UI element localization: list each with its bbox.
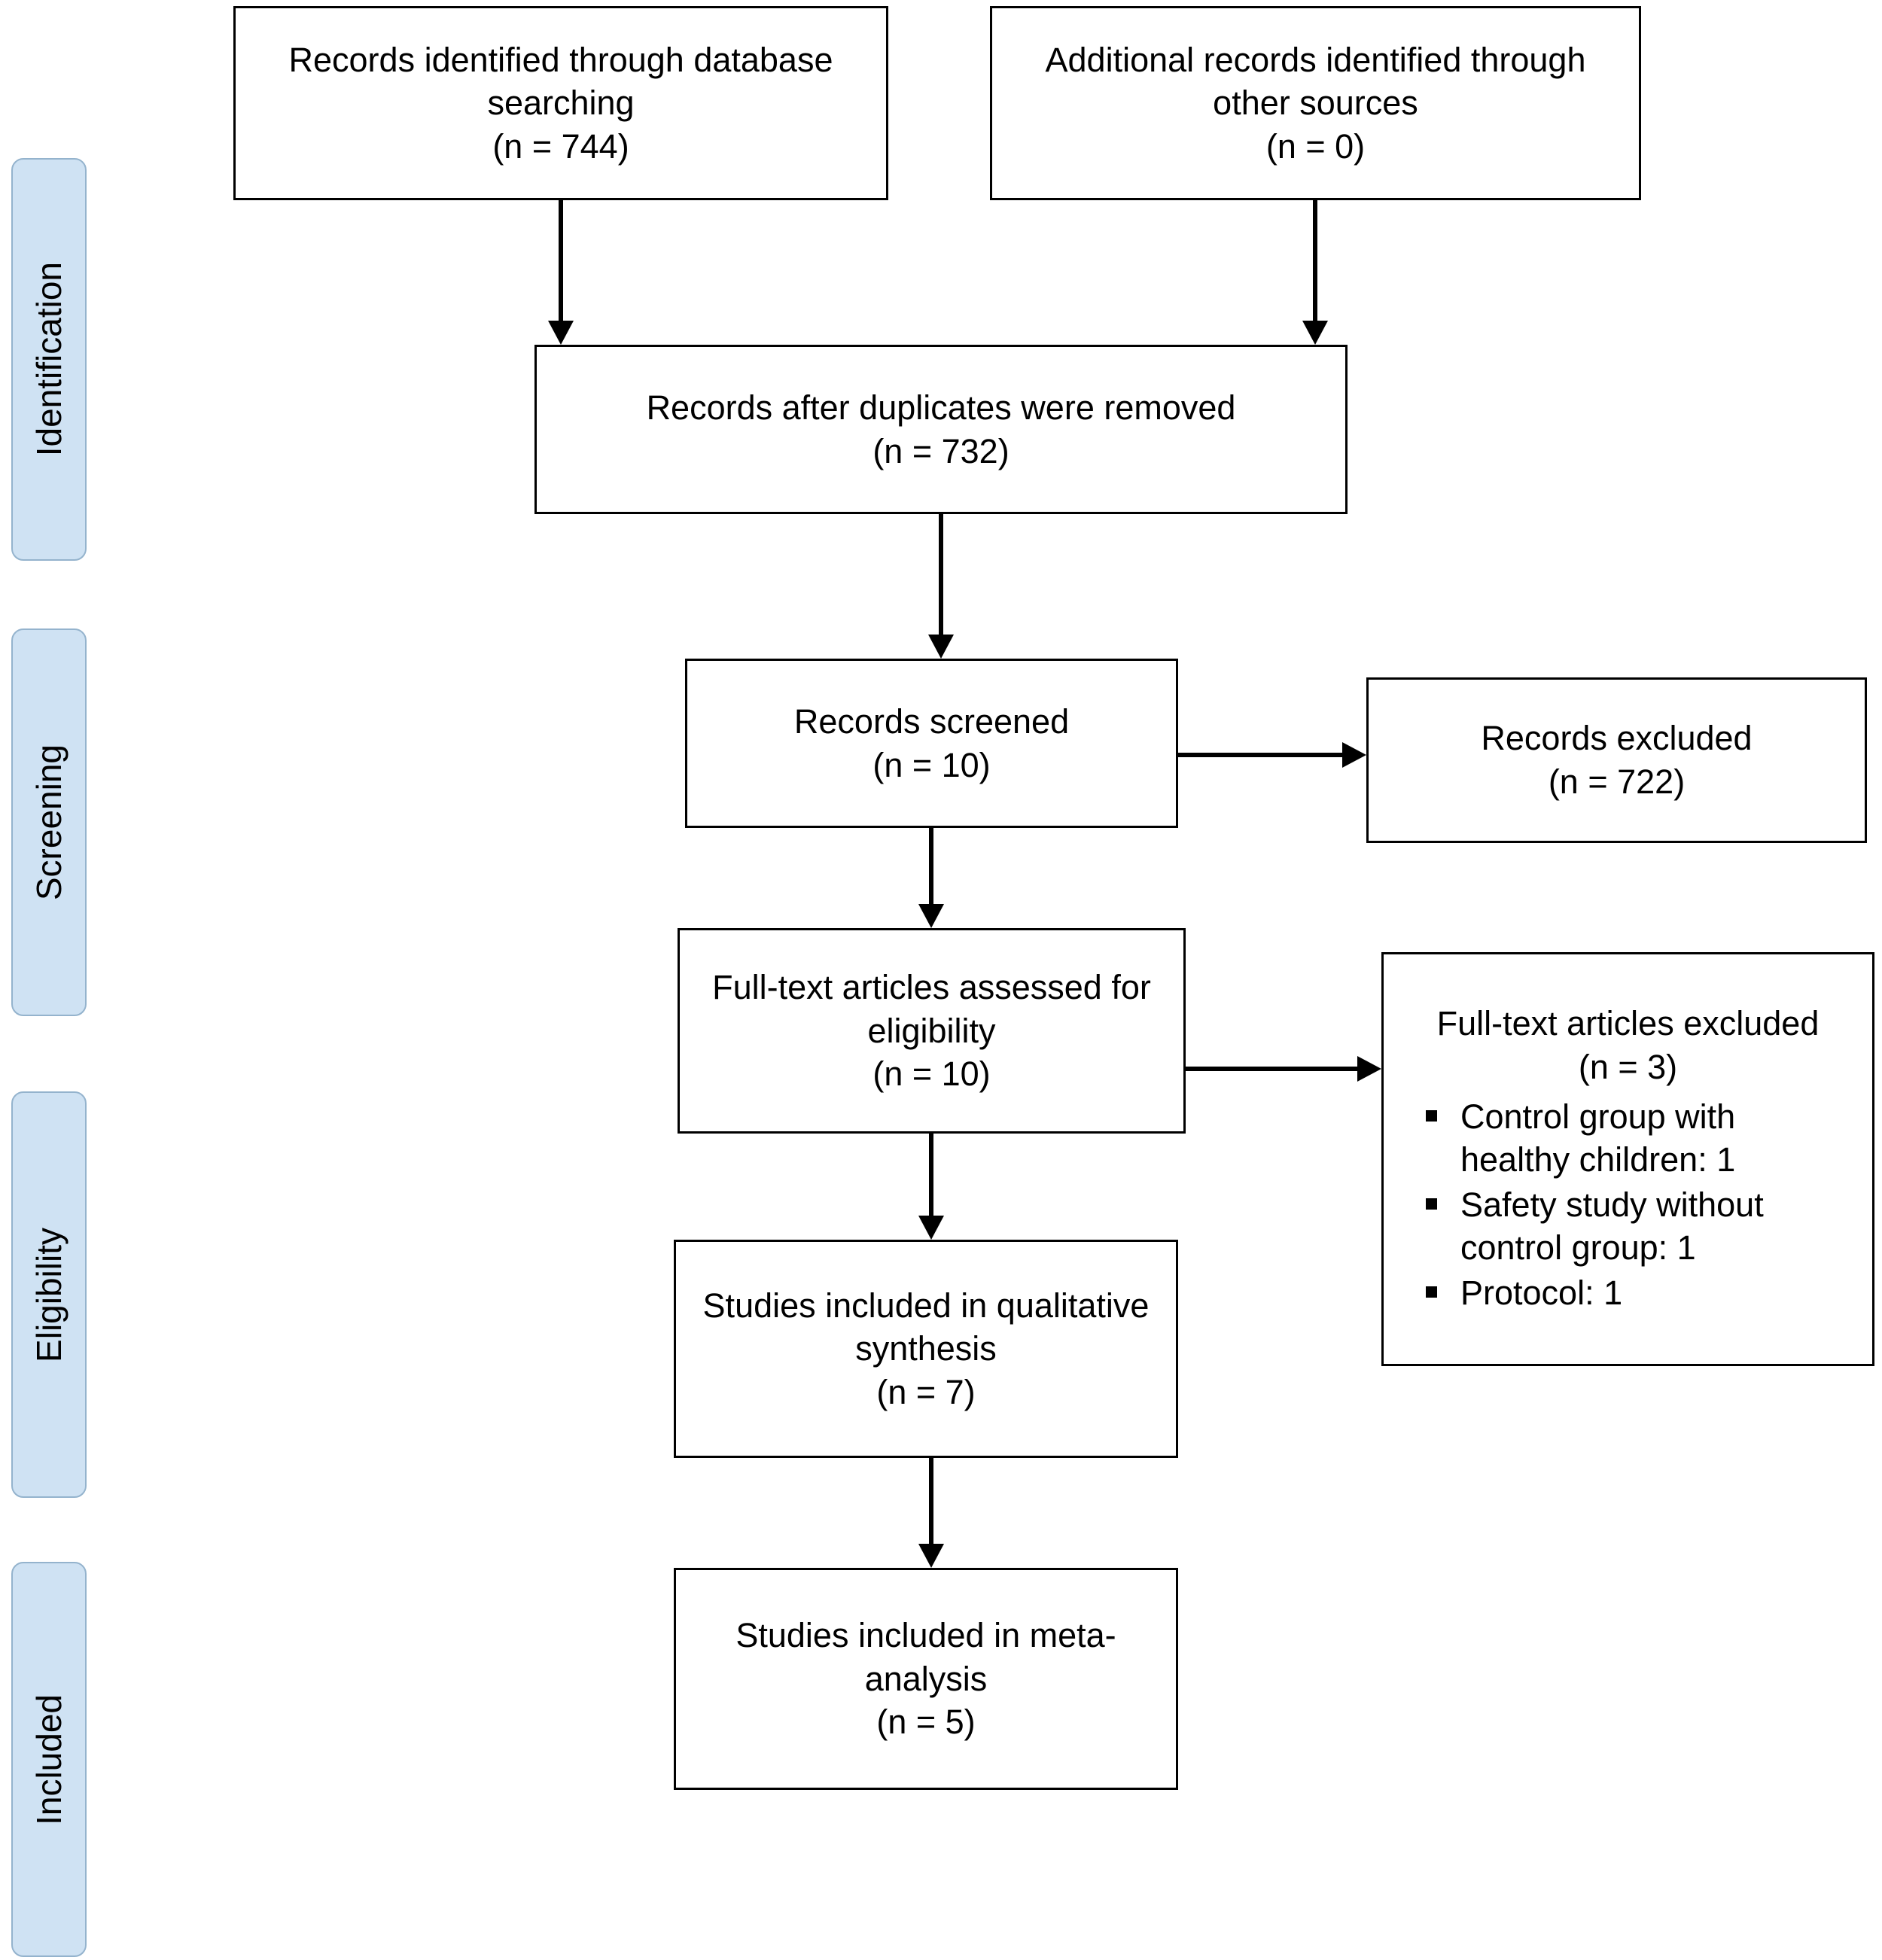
arrow-line (929, 1133, 933, 1217)
box-records-identified-count: (n = 744) (492, 126, 629, 166)
exclusion-reasons-list (1391, 1094, 1865, 1316)
box-records-identified (233, 6, 888, 200)
arrow-down-head-icon (918, 904, 944, 928)
stage-included (11, 1562, 87, 1957)
stage-included-label: Included (29, 1694, 69, 1825)
arrow-right-head-icon (1357, 1056, 1381, 1082)
arrow-down-head-icon (918, 1216, 944, 1240)
box-duplicates-removed-count: (n = 732) (872, 431, 1010, 470)
arrow-line (1177, 753, 1347, 757)
arrow-down-head-icon (1302, 321, 1328, 345)
stage-screening-label: Screening (29, 744, 69, 901)
box-fulltext-assessed-count: (n = 10) (872, 1055, 991, 1094)
box-fulltext-excluded (1381, 952, 1874, 1366)
box-qualitative-synthesis-label: Studies included in qualitative synthesis (702, 1286, 1150, 1368)
box-additional-records-count: (n = 0) (1265, 126, 1366, 166)
box-records-identified-label: Records identified through database searching (288, 40, 833, 123)
arrow-down-head-icon (918, 1544, 944, 1568)
box-meta-analysis-count: (n = 5) (876, 1703, 976, 1742)
stage-identification-label: Identification (29, 262, 69, 457)
box-duplicates-removed (534, 345, 1348, 514)
arrow-line (929, 1457, 933, 1545)
box-records-excluded-count: (n = 722) (1548, 762, 1686, 801)
arrow-line (939, 513, 943, 637)
arrow-down-head-icon (928, 635, 954, 659)
box-fulltext-excluded-label: Full-text articles excluded (1436, 1004, 1820, 1043)
box-records-screened-label: Records screened (793, 702, 1070, 741)
exclusion-reason-2: Safety study without control group: 1 (1421, 1183, 1865, 1270)
box-meta-analysis (674, 1568, 1178, 1790)
stage-screening (11, 628, 87, 1016)
box-records-excluded-label: Records excluded (1481, 719, 1753, 758)
exclusion-reason-3: Protocol: 1 (1421, 1271, 1865, 1315)
arrow-line (559, 200, 563, 325)
arrow-right-head-icon (1342, 742, 1366, 768)
box-qualitative-synthesis (674, 1240, 1178, 1458)
box-records-excluded (1366, 677, 1867, 843)
box-fulltext-assessed (678, 928, 1186, 1134)
box-duplicates-removed-label: Records after duplicates were removed (646, 388, 1236, 427)
box-fulltext-excluded-count: (n = 3) (1578, 1048, 1678, 1087)
stage-eligibility (11, 1091, 87, 1498)
arrow-line (1185, 1067, 1360, 1071)
box-records-screened (685, 659, 1178, 828)
box-fulltext-assessed-label: Full-text articles assessed for eligibility (712, 968, 1151, 1050)
box-meta-analysis-label: Studies included in meta-analysis (735, 1616, 1116, 1698)
arrow-line (929, 827, 933, 907)
arrow-down-head-icon (548, 321, 574, 345)
arrow-line (1313, 200, 1317, 325)
box-additional-records-label: Additional records identified through other sources (1045, 40, 1586, 123)
exclusion-reason-1: Control group with healthy children: 1 (1421, 1095, 1865, 1182)
stage-eligibility-label: Eligibility (29, 1227, 69, 1362)
box-records-screened-count: (n = 10) (872, 745, 991, 784)
box-qualitative-synthesis-count: (n = 7) (876, 1372, 976, 1411)
box-additional-records (990, 6, 1641, 200)
stage-identification (11, 158, 87, 561)
